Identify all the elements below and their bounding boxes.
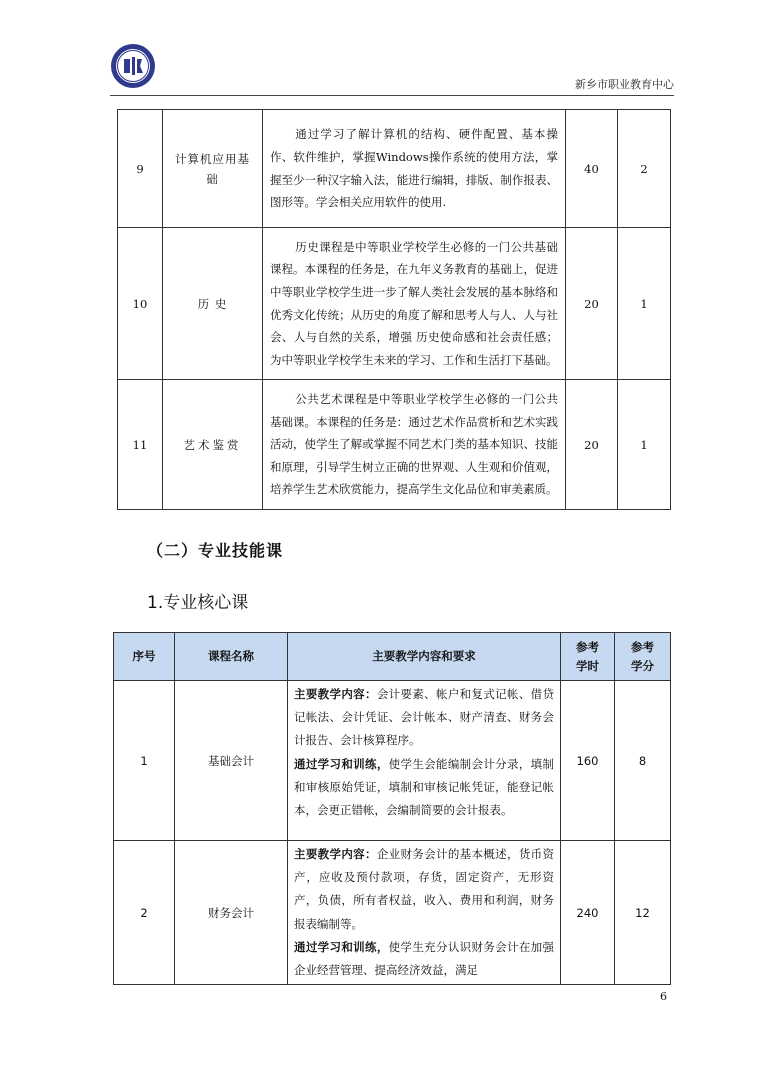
table-row	[118, 110, 671, 228]
course-hours: 160	[561, 681, 615, 841]
section-heading-professional-skills: （二）专业技能课	[147, 541, 284, 560]
row-number: 1	[114, 681, 175, 841]
course-content	[263, 228, 566, 380]
core-courses-table	[113, 632, 671, 985]
page-number: 6	[660, 990, 667, 1003]
row-number: 11	[118, 380, 163, 510]
table-header-row	[114, 633, 671, 681]
row-number: 2	[114, 841, 175, 985]
header-divider	[110, 95, 674, 96]
course-name: 基础会计	[175, 681, 288, 841]
course-hours: 240	[561, 841, 615, 985]
course-hours: 20	[566, 228, 618, 380]
school-logo	[110, 43, 156, 89]
course-content	[288, 681, 561, 841]
public-courses-table	[117, 109, 671, 510]
section-heading-core-courses: 1.专业核心课	[147, 593, 249, 613]
content-paragraph	[294, 683, 554, 753]
content-text: 会计要素、帐户和复式记帐、借贷记帐法、会计凭证、会计帐本、财产清查、财务会计报告、会计核算程序。	[294, 687, 555, 748]
course-content-text: 公共艺术课程是中等职业学校学生必修的一门公共基础课。本课程的任务是：通过艺术作品赏析和艺术实践活动，使学生了解或掌握不同艺术门类的基本知识、技能和原理，引导学生树立正确的世界观、人生观和价值观，培养学生艺术欣赏能力，提高学生文化品位和审美素质。	[270, 392, 558, 497]
table-row	[114, 841, 671, 985]
row-number: 9	[118, 110, 163, 228]
training-text: 使学生充分认识财务会计在加强企业经营管理、提高经济效益，满足	[294, 939, 555, 978]
header-no: 序号	[114, 633, 175, 681]
course-content-text: 历史课程是中等职业学校学生必修的一门公共基础课程。本课程的任务是，在九年义务教育的基础上，促进中等职业学校学生进一步了解人类社会发展的基本脉络和优秀文化传统；从历史的角度了解和思考人与人、人与社会、人与自然的关系，增强 历史使命感和社会责任感；为中等职业学校学生未来的学习、工作和生活打下基础。	[270, 239, 558, 367]
header-content: 主要教学内容和要求	[288, 633, 561, 681]
table-row	[118, 380, 671, 510]
header-hours: 参考学时	[561, 633, 615, 681]
logo-emblem-icon	[110, 43, 156, 89]
course-name: 艺术鉴赏	[163, 380, 263, 510]
course-content	[263, 380, 566, 510]
course-hours: 40	[566, 110, 618, 228]
training-paragraph	[294, 753, 554, 823]
header-credits: 参考学分	[615, 633, 671, 681]
course-credits: 1	[618, 380, 671, 510]
course-content	[288, 841, 561, 985]
course-credits: 8	[615, 681, 671, 841]
table-row	[118, 228, 671, 380]
content-paragraph	[294, 843, 554, 936]
content-label: 主要教学内容：	[294, 687, 377, 701]
course-name: 计算机应用基础	[163, 110, 263, 228]
training-label: 通过学习和训练，	[294, 939, 389, 954]
organization-name: 新乡市职业教育中心	[575, 78, 674, 91]
content-text: 企业财务会计的基本概述，货币资产，应收及预付款项，存货，固定资产，无形资产，负债，所有者权益，收入、费用和利润，财务报表编制等。	[294, 847, 555, 931]
header-course-name: 课程名称	[175, 633, 288, 681]
content-label: 主要教学内容：	[294, 847, 377, 861]
course-name: 财务会计	[175, 841, 288, 985]
training-label: 通过学习和训练，	[294, 756, 389, 771]
course-hours: 20	[566, 380, 618, 510]
course-content-text: 通过学习了解计算机的结构、硬件配置、基本操作、软件维护，掌握Windows操作系统的使用方法，掌握至少一种汉字输入法，能进行编辑，排版、制作报表、图形等。学会相关应用软件的使用.	[270, 127, 558, 210]
table-row	[114, 681, 671, 841]
course-credits: 12	[615, 841, 671, 985]
training-paragraph	[294, 936, 554, 982]
course-credits: 1	[618, 228, 671, 380]
course-credits: 2	[618, 110, 671, 228]
course-content	[263, 110, 566, 228]
row-number: 10	[118, 228, 163, 380]
training-text: 使学生会能编制会计分录，填制和审核原始凭证，填制和审核记帐凭证，能登记帐本，会更正错帐，会编制简要的会计报表。	[294, 756, 555, 818]
course-name: 历 史	[163, 228, 263, 380]
